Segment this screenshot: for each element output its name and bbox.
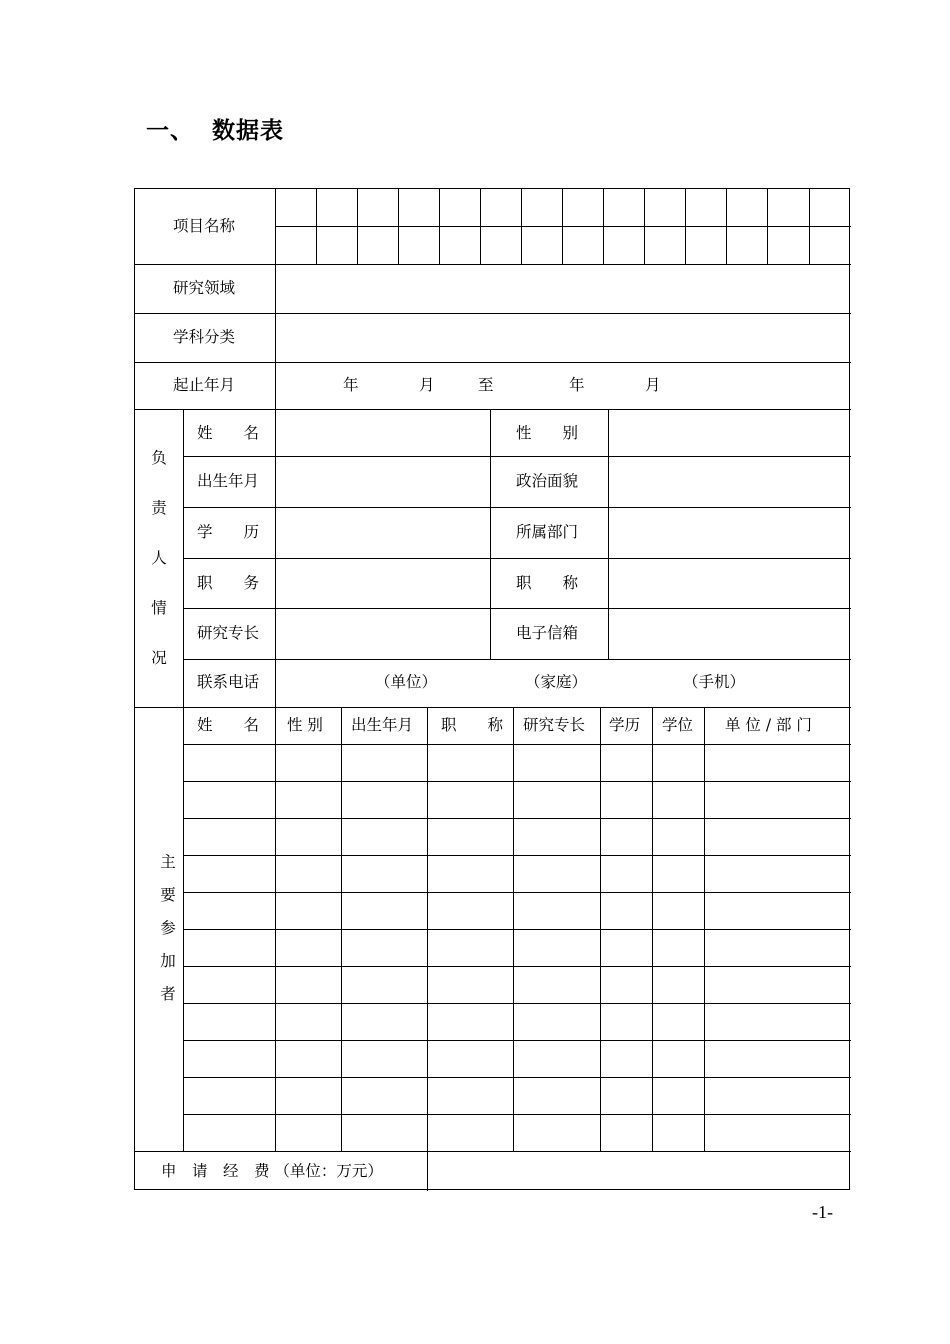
- row-divider: [135, 409, 851, 410]
- char-box-line: [603, 189, 604, 264]
- member-col-line: [652, 707, 653, 1151]
- leader-department-label: 所属部门: [516, 523, 579, 541]
- member-col-birth: 出生年月: [351, 716, 414, 734]
- char-box-line: [562, 189, 563, 264]
- member-row-line: [183, 781, 851, 782]
- char-box-line: [480, 189, 481, 264]
- start-month-label: 月: [419, 376, 435, 394]
- row-divider: [183, 659, 851, 660]
- phone-work-label: （单位）: [375, 673, 438, 691]
- row-divider: [183, 558, 851, 559]
- research-field-label: 研究领域: [173, 279, 236, 297]
- char-box-line: [644, 189, 645, 264]
- members-section-title: [158, 855, 178, 1020]
- member-col-education: 学历: [609, 716, 641, 734]
- char-box-line: [357, 189, 358, 264]
- member-row-line: [183, 966, 851, 967]
- char-box-line: [521, 189, 522, 264]
- member-row-line: [183, 744, 851, 745]
- char-box-line: [439, 189, 440, 264]
- member-col-line: [341, 707, 342, 1151]
- page-heading: [146, 112, 284, 145]
- member-col-gender: 性 别: [287, 716, 323, 734]
- member-row-line: [183, 1003, 851, 1004]
- member-col-line: [600, 707, 601, 1151]
- row-divider: [135, 1151, 851, 1152]
- member-col-line: [513, 707, 514, 1151]
- leader-gender-label: 性 别: [516, 424, 579, 442]
- label-column-line: [275, 189, 276, 264]
- member-col-title: 职 称: [441, 716, 504, 734]
- row-divider: [135, 362, 851, 363]
- project-name-label: 项目名称: [173, 217, 236, 235]
- section-char: 主: [160, 853, 176, 871]
- data-form: [134, 188, 850, 1190]
- member-row-line: [183, 892, 851, 893]
- end-year-label: 年: [569, 376, 585, 394]
- page-number: -1-: [812, 1202, 833, 1222]
- section-char: 责: [151, 499, 167, 517]
- end-month-label: 月: [645, 376, 661, 394]
- member-row-line: [183, 855, 851, 856]
- row-divider: [183, 507, 851, 508]
- leader-education-label: 学 历: [197, 523, 260, 541]
- section-char: 情: [151, 599, 167, 617]
- section-char: 加: [160, 952, 176, 970]
- char-box-line: [685, 189, 686, 264]
- section-char: 参: [160, 919, 176, 937]
- char-box-line: [316, 189, 317, 264]
- row-divider: [135, 313, 851, 314]
- discipline-label: 学科分类: [173, 328, 236, 346]
- row-divider: [183, 608, 851, 609]
- leader-name-label: 姓 名: [197, 424, 260, 442]
- phone-mobile-label: （手机）: [683, 673, 746, 691]
- member-col-unit: 单 位 / 部 门: [725, 716, 812, 734]
- member-col-specialty: 研究专长: [523, 716, 586, 734]
- label-column-line: [275, 264, 276, 409]
- heading-title: 数据表: [212, 118, 284, 144]
- section-char: 者: [160, 985, 176, 1003]
- char-box-line: [809, 189, 810, 264]
- leader-specialty-label: 研究专长: [197, 624, 260, 642]
- funding-divider: [427, 1151, 428, 1191]
- char-box-line: [767, 189, 768, 264]
- section-char: 况: [151, 649, 167, 667]
- member-row-line: [183, 929, 851, 930]
- section-column-line: [183, 409, 184, 1151]
- start-year-label: 年: [343, 376, 359, 394]
- heading-number: 一、: [146, 118, 194, 144]
- leader-phone-label: 联系电话: [197, 673, 260, 691]
- leader-position-label: 职 务: [197, 574, 260, 592]
- member-row-line: [183, 818, 851, 819]
- char-box-line: [398, 189, 399, 264]
- funding-label: 申 请 经 费 （单位：万元）: [161, 1162, 383, 1180]
- row-divider: [135, 707, 851, 708]
- period-to-label: 至: [478, 376, 494, 394]
- member-col-name: 姓 名: [197, 716, 260, 734]
- project-name-mid-line: [275, 226, 851, 227]
- member-row-line: [183, 1040, 851, 1041]
- row-divider: [183, 456, 851, 457]
- leader-mid-line: [608, 409, 609, 659]
- leader-title-label: 职 称: [516, 574, 579, 592]
- member-col-degree: 学位: [662, 716, 694, 734]
- leader-political-label: 政治面貌: [516, 472, 579, 490]
- label-column-line: [275, 409, 276, 1151]
- member-row-line: [183, 1114, 851, 1115]
- member-col-line: [427, 707, 428, 1151]
- leader-mid-line: [490, 409, 491, 659]
- member-col-line: [704, 707, 705, 1151]
- row-divider: [135, 264, 851, 265]
- section-char: 负: [151, 449, 167, 467]
- leader-email-label: 电子信箱: [516, 624, 579, 642]
- leader-birth-label: 出生年月: [197, 472, 260, 490]
- section-char: 人: [151, 549, 167, 567]
- char-box-line: [726, 189, 727, 264]
- leader-section-title: [149, 451, 169, 701]
- member-row-line: [183, 1077, 851, 1078]
- phone-home-label: （家庭）: [525, 673, 588, 691]
- period-label: 起止年月: [173, 376, 236, 394]
- section-char: 要: [160, 886, 176, 904]
